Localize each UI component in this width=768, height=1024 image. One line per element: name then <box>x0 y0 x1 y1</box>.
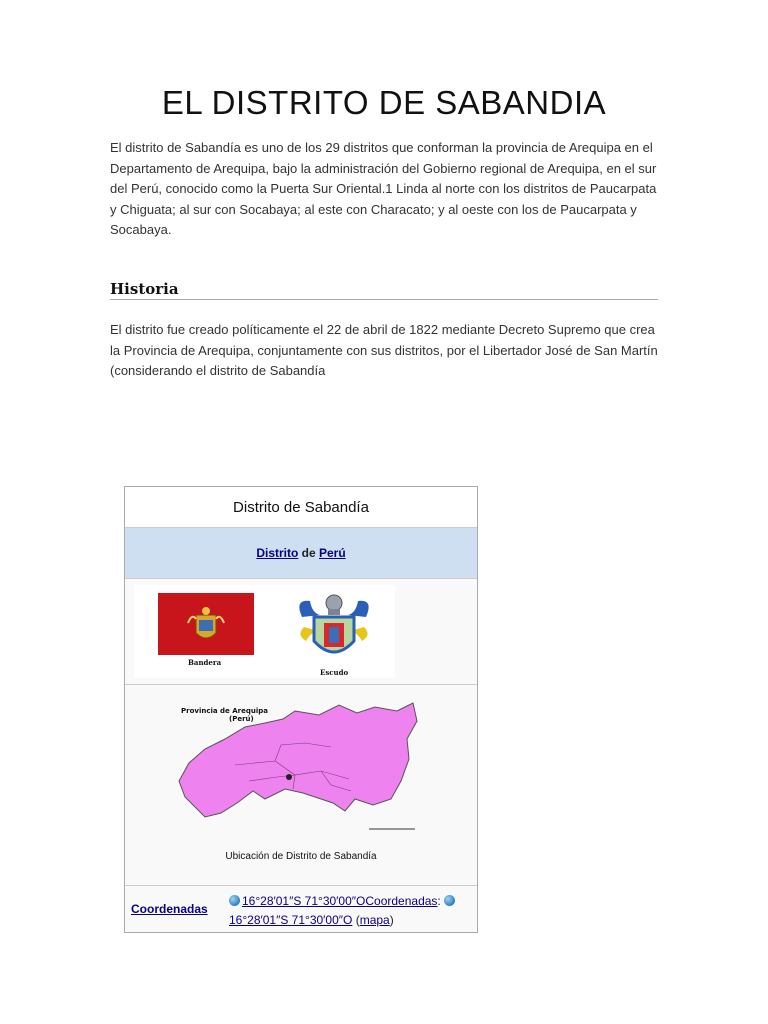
coordinates-value <box>229 892 473 930</box>
globe-icon[interactable] <box>444 895 455 906</box>
coordinates-label-link[interactable]: Coordenadas <box>131 902 208 916</box>
coordinates-link-1[interactable]: 16°28′01″S 71°30′00″O <box>242 894 366 908</box>
peru-link[interactable]: Perú <box>318 546 346 560</box>
mapa-link[interactable]: mapa <box>359 913 390 927</box>
coordinates-link-label[interactable]: Coordenadas <box>365 894 438 908</box>
location-map[interactable] <box>125 685 477 845</box>
infobox-title: Distrito de Sabandía <box>125 487 477 528</box>
coordinates-colon: : <box>437 894 441 908</box>
map-section <box>125 685 477 886</box>
subtitle-connector: de <box>298 546 319 560</box>
flag-image <box>158 593 254 655</box>
symbols-row <box>125 579 477 685</box>
section-heading-historia: Historia <box>110 280 658 300</box>
coordinates-close-paren: ) <box>389 913 394 927</box>
coordinates-open-paren: ( <box>352 913 360 927</box>
flag-caption: Bandera <box>188 658 222 667</box>
globe-icon[interactable] <box>229 895 240 906</box>
map-title-line1: Provincia de Arequipa <box>181 707 268 715</box>
intro-paragraph: El distrito de Sabandía es uno de los 29 distritos que conforman la provincia de Arequipa en el Departamento de Arequipa, bajo la administración del Gobierno regional de Arequipa, en el sur del Perú, conocido como la Puerta Sur Oriental.1 Linda al norte con los distritos de Paucarpata y Chiguata; al sur con Socabaya; al este con Characato; y al oeste con los de Paucarpata y Socabaya. <box>110 140 657 237</box>
coordinates-row <box>125 886 477 933</box>
infobox-subtitle <box>125 528 477 579</box>
infobox <box>124 486 478 933</box>
symbols-image[interactable] <box>134 585 395 678</box>
coordinates-link-2[interactable]: 16°28′01″S 71°30′00″O <box>229 913 353 927</box>
shield-caption: Escudo <box>320 668 349 677</box>
page-title: EL DISTRITO DE SABANDIA <box>161 84 607 121</box>
history-paragraph: El distrito fue creado políticamente el 22 de abril de 1822 mediante Decreto Supremo que crea la Provincia de Arequipa, conjuntamente con sus distritos, por el Libertador José de San Martín (considerando el distrito de Sabandía <box>110 322 658 378</box>
map-caption: Ubicación de Distrito de Sabandía <box>225 851 377 862</box>
map-title-line2: (Perú) <box>229 715 254 723</box>
distrito-link[interactable]: Distrito <box>256 546 299 560</box>
coat-of-arms-icon <box>294 589 374 669</box>
flag-emblem-icon <box>158 593 254 655</box>
